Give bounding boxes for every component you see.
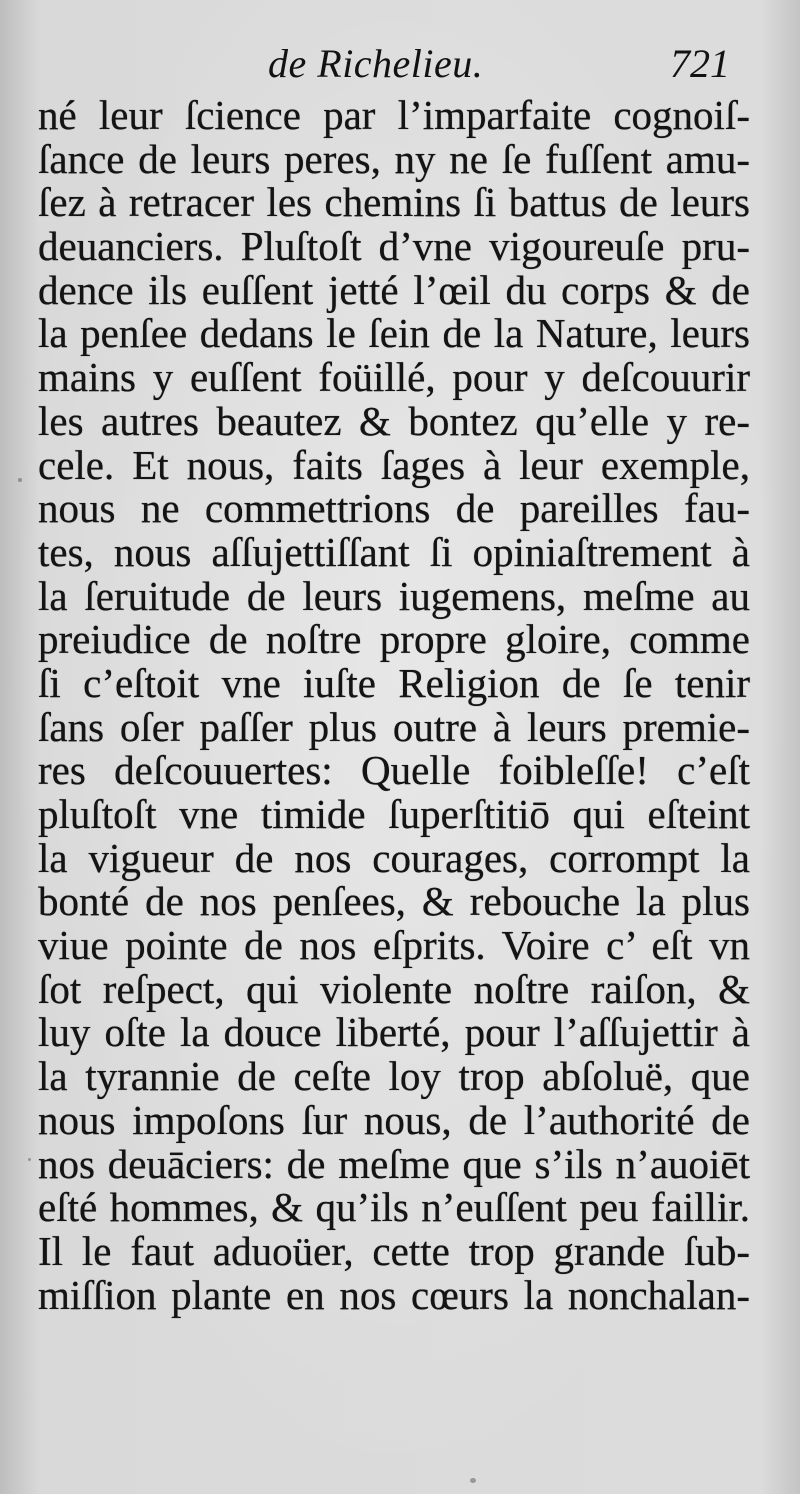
text-line: pluſtoſt vne timide ſuperſtitiō qui eſteint — [38, 791, 750, 837]
text-line: dence ils euſſent jetté l’œil du corps & de — [38, 266, 750, 313]
text-line: viue pointe de nos eſprits. Voire c’ eſt vn — [38, 922, 750, 969]
text-line: mains y euſſent foüillé, pour y deſcouurir — [38, 354, 750, 401]
text-line: nos deuāciers: de meſme que s’ils n’auoiēt — [38, 1140, 750, 1187]
text-line: res deſcouuertes: Quelle foibleſſe! c’eſt — [38, 747, 750, 794]
text-line: ſance de leurs peres, ny ne ſe fuſſent amu- — [38, 135, 750, 182]
page-number: 721 — [670, 41, 730, 86]
text-line: la penſee dedans le ſein de la Nature, leurs — [38, 310, 750, 357]
page-header — [0, 40, 800, 90]
text-line: la tyrannie de ceſte loy trop abſoluë, que — [38, 1053, 750, 1100]
text-line: nous impoſons ſur nous, de l’authorité de — [38, 1096, 750, 1143]
running-head: de Richelieu. — [268, 41, 484, 86]
text-line: ſans oſer paſſer plus outre à leurs premie- — [38, 703, 750, 750]
paper-speck — [28, 1158, 31, 1161]
text-line: la ſeruitude de leurs iugemens, meſme au — [38, 572, 750, 619]
text-line: tes, nous aſſujettiſſant ſi opiniaſtrement à — [38, 528, 750, 575]
text-line: eſté hommes, & qu’ils n’euſſent peu faillir. — [38, 1184, 750, 1231]
text-line: nous ne commettrions de pareilles fau- — [38, 485, 750, 532]
text-line: les autres beautez & bontez qu’elle y re- — [38, 397, 750, 444]
text-line: cele. Et nous, faits ſages à leur exemple, — [38, 441, 750, 488]
text-line: ſot reſpect, qui violente noſtre raiſon, & — [38, 965, 750, 1012]
text-line: ſi c’eſtoit vne iuſte Religion de ſe tenir — [38, 659, 750, 706]
text-line: deuanciers. Pluſtoſt d’vne vigoureuſe pru- — [38, 223, 750, 270]
text-line: la vigueur de nos courages, corrompt la — [38, 834, 750, 881]
text-line: preiudice de noſtre propre gloire, comme — [38, 616, 750, 663]
text-line: bonté de nos penſees, & rebouche la plus — [38, 878, 750, 925]
paper-speck — [470, 1478, 476, 1483]
paper-speck — [18, 478, 22, 482]
text-line: ſez à retracer les chemins ſi battus de leurs — [38, 179, 750, 226]
text-line: luy oſte la douce liberté, pour l’aſſujettir à — [38, 1009, 750, 1056]
body-text — [38, 94, 750, 1317]
text-line: miſſion plante en nos cœurs la nonchalan- — [38, 1271, 750, 1318]
text-line: né leur ſcience par l’imparfaite cognoiſ- — [38, 92, 750, 138]
text-line: Il le faut aduoüer, cette trop grande ſub- — [38, 1227, 750, 1274]
